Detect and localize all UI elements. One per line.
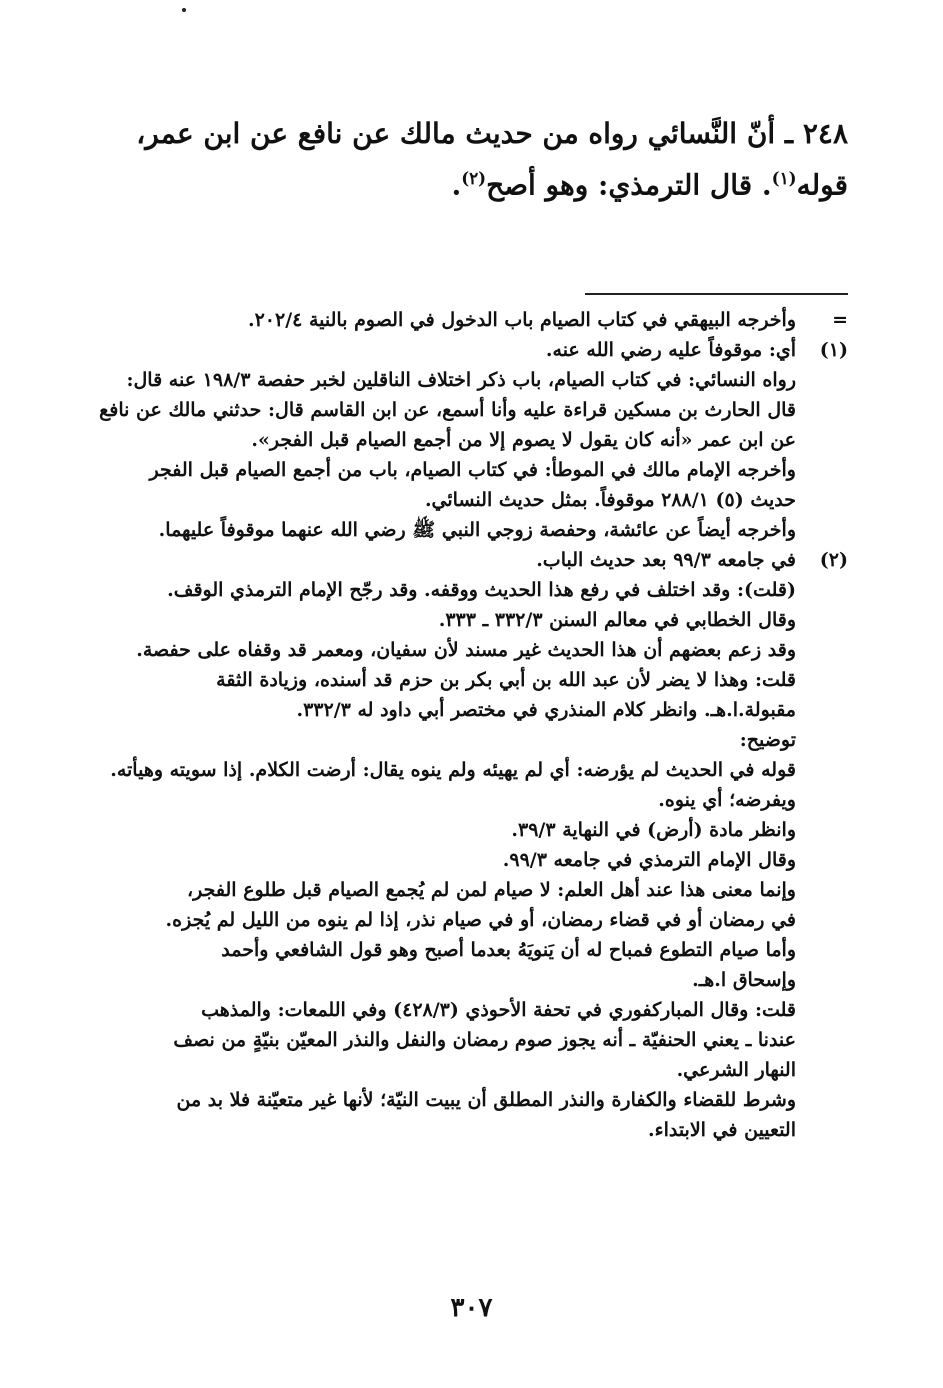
page-number: ٣٠٧: [450, 1293, 493, 1323]
hadith-line: [98, 156, 848, 207]
footnote-line: وقال الخطابي في معالم السنن ٣٣٢/٣ ـ ٣٣٣.: [438, 609, 796, 631]
footnote-line: حديث (٥) ٢٨٨/١ موقوفاً. بمثل حديث النسائي.: [424, 489, 796, 511]
footnote-marker: =: [832, 309, 848, 331]
scan-speck: [182, 8, 186, 12]
footnote-line: وإنما معنى هذا عند أهل العلم: لا صيام لمن لم يُجمع الصيام قبل طلوع الفجر،: [187, 879, 796, 901]
footnote-line: وإسحاق ا.هـ.: [692, 969, 796, 991]
footnote-line: وقال الإمام الترمذي في جامعه ٩٩/٣.: [502, 849, 796, 871]
section-heading: توضيح:: [739, 729, 796, 751]
footnote-line: وأخرجه البيهقي في كتاب الصيام باب الدخول في الصوم بالنية ٢٠٢/٤.: [247, 309, 796, 331]
footnote-line: قلت: وقال المباركفوري في تحفة الأحوذي (٤٢٨/٣) وفي اللمعات: والمذهب: [201, 999, 796, 1021]
footnote-line: قوله في الحديث لم يؤرضه: أي لم يهيئه ولم ينوه يقال: أرضت الكلام. إذا سويته وهيأته.: [110, 759, 796, 781]
footnotes-section: [93, 305, 848, 1145]
footnote-line: رواه النسائي: في كتاب الصيام، باب ذكر اختلاف الناقلين لخبر حفصة ١٩٨/٣ عنه قال:: [126, 369, 796, 391]
footnote-line: وقد زعم بعضهم أن هذا الحديث غير مسند لأن سفيان، ومعمر قد وقفاه على حفصة.: [136, 639, 796, 661]
footnote-line: (قلت): وقد اختلف في رفع هذا الحديث ووقفه. وقد رجّح الإمام الترمذي الوقف.: [167, 579, 796, 601]
footnote-line: وأما صيام التطوع فمباح له أن يَنويَهُ بعدما أصبح وهو قول الشافعي وأحمد: [221, 939, 796, 961]
footnote-line: وأخرجه أيضاً عن عائشة، وحفصة زوجي النبي ﷺ رضي الله عنهما موقوفاً عليهما.: [158, 519, 796, 541]
footnote-line: وأخرجه الإمام مالك في الموطأ: في كتاب الصيام، باب من أجمع الصيام قبل الفجر: [149, 459, 796, 481]
footnote-line: النهار الشرعي.: [676, 1059, 796, 1081]
footnote-1: [93, 335, 848, 545]
footnote-marker: (١): [819, 339, 848, 361]
footnote-line: في رمضان أو في قضاء رمضان، أو في صيام نذر، إذا لم ينوه من الليل لم يُجزه.: [165, 909, 796, 931]
footnote-ref: (٢): [461, 168, 487, 188]
footnote-line: قلت: وهذا لا يضر لأن عبد الله بن أبي بكر بن حزم قد أسنده، وزيادة الثقة: [216, 669, 796, 691]
footnote-line: قال الحارث بن مسكين قراءة عليه وأنا أسمع، عن ابن القاسم قال: حدثني مالك عن نافع: [99, 399, 796, 421]
hadith-main-text: [98, 112, 848, 207]
footnote-line: وانظر مادة (أرض) في النهاية ٣٩/٣.: [511, 819, 796, 841]
hadith-line: ٢٤٨ ـ أنّ النَّسائي رواه من حديث مالك عن نافع عن ابن عمر،: [136, 117, 848, 150]
footnote-line: عن ابن عمر «أنه كان يقول لا يصوم إلا من أجمع الصيام قبل الفجر».: [251, 429, 796, 451]
footnote-body: [93, 335, 796, 545]
footnote-marker: (٢): [819, 549, 848, 571]
footnote-line: مقبولة.ا.هـ. وانظر كلام المنذري في مختصر أبي داود له ٣٣٢/٣.: [296, 699, 796, 721]
footnote-line: في جامعه ٩٩/٣ بعد حديث الباب.: [536, 549, 796, 571]
footnote-body: [93, 545, 796, 1145]
footnote-continued: [93, 305, 848, 335]
footnote-body: [93, 305, 796, 335]
hadith-text: . قال الترمذي: وهو أصح: [486, 168, 772, 202]
hadith-text: .: [451, 168, 462, 202]
footnote-ref: (١): [771, 168, 797, 188]
footnote-divider: [585, 293, 848, 295]
footnote-line: عندنا ـ يعني الحنفيّة ـ أنه يجوز صوم رمضان والنفل والنذر المعيّن بنيّةٍ من نصف: [173, 1029, 796, 1051]
footnote-line: أي: موقوفاً عليه رضي الله عنه.: [545, 339, 796, 361]
footnote-line: وشرط للقضاء والكفارة والنذر المطلق أن يبيت النيّة؛ لأنها غير متعيّنة فلا بد من: [176, 1089, 796, 1111]
hadith-text: قوله: [796, 168, 848, 202]
footnote-line: التعيين في الابتداء.: [648, 1119, 796, 1141]
footnote-2: [93, 545, 848, 1145]
footnote-line: ويفرضه؛ أي ينوه.: [658, 789, 796, 811]
